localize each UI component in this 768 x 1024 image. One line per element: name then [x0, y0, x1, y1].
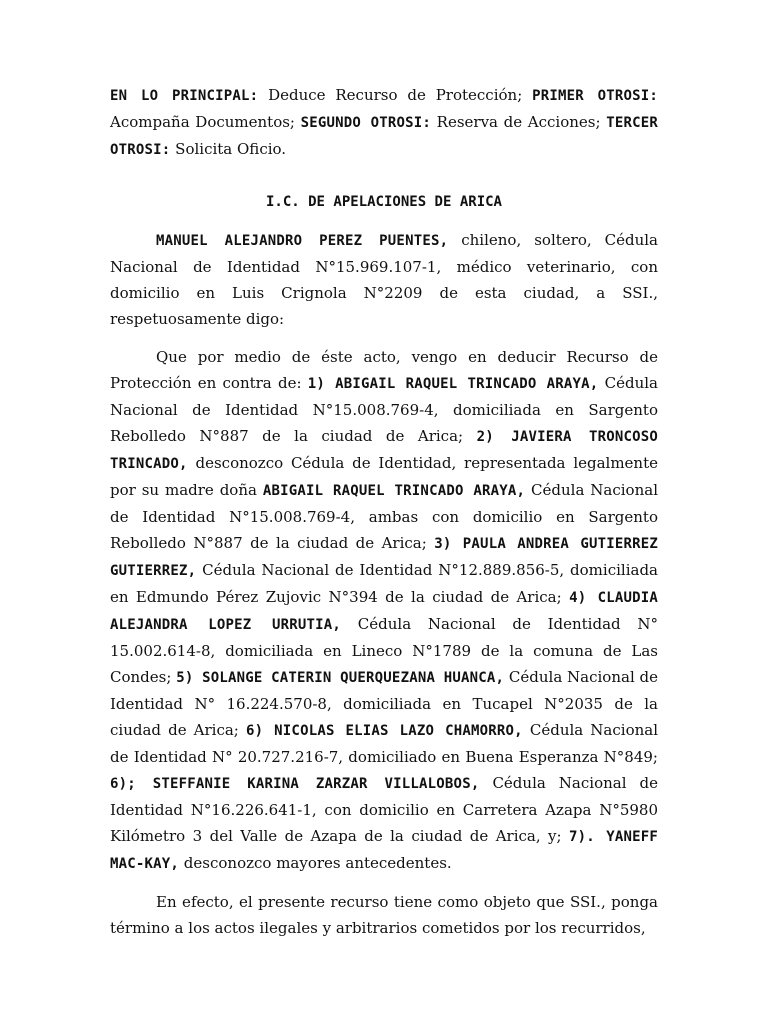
intro-paragraph [110, 227, 658, 332]
respondent-1: 1) ABIGAIL RAQUEL TRINCADO ARAYA, [307, 376, 599, 392]
respondent-2-mother: ABIGAIL RAQUEL TRINCADO ARAYA, [262, 483, 526, 499]
respondent-6: 6) NICOLAS ELIAS LAZO CHAMORRO, [245, 723, 523, 739]
respondent-2: 2) JAVIERA TRONCOSO TRINCADO, [110, 429, 658, 472]
body-text-5: Cédula Nacional de Identidad N° 16.224.570-8, domiciliada en Tucapel N°2035 de la ciudad de Arica; [110, 668, 658, 739]
respondent-5: 5) SOLANGE CATERIN QUERQUEZANA HUANCA, [176, 670, 505, 686]
court-title: I.C. DE APELACIONES DE ARICA [265, 194, 502, 210]
heading-summary [110, 82, 658, 163]
closing-paragraph: En efecto, el presente recurso tiene como objeto que SSI., ponga término a los actos ilegales y arbitrarios cometidos por los recurridos, [110, 893, 658, 937]
heading-label-principal: EN LO PRINCIPAL: [110, 88, 259, 104]
respondent-3: 3) PAULA ANDREA GUTIERREZ GUTIERREZ, [110, 536, 659, 579]
body-paragraph [110, 344, 658, 877]
heading-label-segundo: SEGUNDO OTROSI: [300, 115, 431, 131]
body-text-2b: Cédula Nacional de Identidad N°15.008.769-4, ambas con domicilio en Sargento Rebolledo N°887 de la ciudad de Arica; [110, 481, 658, 552]
appellant-name: MANUEL ALEJANDRO PEREZ PUENTES, [156, 233, 449, 249]
respondent-4: 4) CLAUDIA ALEJANDRA LOPEZ URRUTIA, [110, 590, 658, 633]
heading-text-2: Acompaña Documentos; [110, 113, 301, 131]
body-text-2: desconozco Cédula de Identidad, representada legalmente por su madre doña [110, 454, 658, 499]
body-text-4: Cédula Nacional de Identidad N° 15.002.614-8, domiciliada en Lineco N°1789 de la comuna de Las Condes; [110, 615, 658, 686]
heading-text-3: Reserva de Acciones; [430, 113, 607, 131]
heading-text-4: Solicita Oficio. [170, 140, 287, 158]
heading-text-1: Deduce Recurso de Protección; [258, 86, 533, 104]
body-text-1: Cédula Nacional de Identidad N°15.008.769-4, domiciliada en Sargento Rebolledo N°887 de la ciudad de Arica; [110, 374, 659, 445]
heading-label-tercer: TERCER OTROSI: [110, 115, 658, 158]
body-text-6b: Cédula Nacional de Identidad N°16.226.641-1, con domicilio en Carretera Azapa N°5980 Kilómetro 3 del Valle de Azapa de la ciudad de Arica, y; [110, 774, 658, 845]
body-text-7: desconozco mayores antecedentes. [179, 854, 452, 872]
intro-text: chileno, soltero, Cédula Nacional de Identidad N°15.969.107-1, médico veterinario, con domicilio en Luis Crignola N°2209 de esta ciudad, a SSI., respetuosamente digo: [110, 231, 658, 328]
respondent-7: 7). YANEFF MAC-KAY, [110, 829, 658, 872]
body-text-3: Cédula Nacional de Identidad N°12.889.856-5, domiciliada en Edmundo Pérez Zujovic N°394 de la ciudad de Arica; [110, 561, 658, 606]
body-text-0: Que por medio de éste acto, vengo en deducir Recurso de Protección en contra de: [110, 348, 658, 392]
heading-label-primer: PRIMER OTROSI: [532, 88, 658, 104]
body-text-6: Cédula Nacional de Identidad N° 20.727.216-7, domiciliado en Buena Esperanza N°849; [110, 721, 659, 766]
respondent-6b: 6); STEFFANIE KARINA ZARZAR VILLALOBOS, [110, 776, 480, 792]
